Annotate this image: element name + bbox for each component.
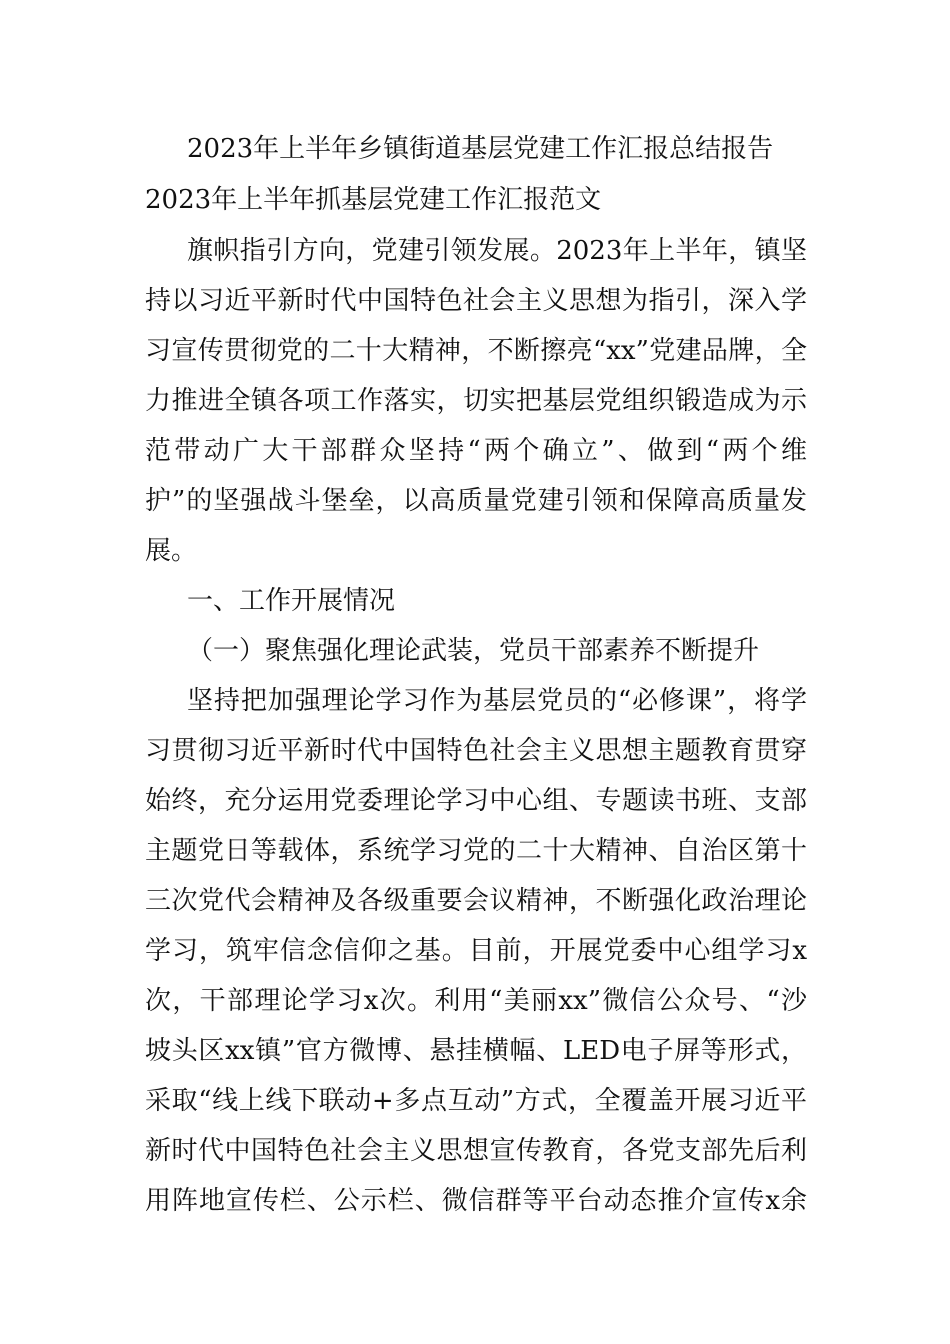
paragraph-line: 主题党日等载体，系统学习党的二十大精神、自治区第十	[145, 836, 807, 866]
document-title: 2023年上半年乡镇街道基层党建工作汇报总结报告	[187, 134, 774, 164]
paragraph-line: 持以习近平新时代中国特色社会主义思想为指引，深入学	[145, 286, 807, 316]
paragraph-line: 用阵地宣传栏、公示栏、微信群等平台动态推介宣传x余	[145, 1186, 807, 1216]
document-body	[145, 124, 807, 1226]
paragraph-line: 坚持把加强理论学习作为基层党员的“必修课”，将学	[187, 686, 807, 716]
paragraph-line: 新时代中国特色社会主义思想宣传教育，各党支部先后利	[145, 1136, 807, 1166]
paragraph-line: 展。	[145, 536, 198, 566]
paragraph-line: 护”的坚强战斗堡垒，以高质量党建引领和保障高质量发	[145, 486, 807, 516]
paragraph-line: 始终，充分运用党委理论学习中心组、专题读书班、支部	[145, 786, 807, 816]
subsection-heading: （一）聚焦强化理论武装，党员干部素养不断提升	[187, 636, 760, 666]
paragraph-line: 次，干部理论学习x次。利用“美丽xx”微信公众号、“沙	[145, 986, 807, 1016]
paragraph-line: 采取“线上线下联动+多点互动”方式，全覆盖开展习近平	[145, 1086, 807, 1116]
paragraph-line: 习宣传贯彻党的二十大精神，不断擦亮“xx”党建品牌，全	[145, 336, 807, 366]
paragraph-line: 旗帜指引方向，党建引领发展。2023年上半年，镇坚	[187, 236, 807, 266]
paragraph-line: 力推进全镇各项工作落实，切实把基层党组织锻造成为示	[145, 386, 807, 416]
paragraph-line: 范带动广大干部群众坚持“两个确立”、做到“两个维	[145, 436, 807, 466]
body-paragraph	[145, 676, 807, 1226]
section-heading: 一、工作开展情况	[187, 586, 396, 616]
intro-paragraph	[145, 226, 807, 576]
paragraph-line: 学习，筑牢信念信仰之基。目前，开展党委中心组学习x	[145, 936, 807, 966]
paragraph-line: 坡头区xx镇”官方微博、悬挂横幅、LED电子屏等形式，	[145, 1036, 807, 1066]
paragraph-line: 习贯彻习近平新时代中国特色社会主义思想主题教育贯穿	[145, 736, 807, 766]
document-subtitle: 2023年上半年抓基层党建工作汇报范文	[145, 185, 602, 215]
paragraph-line: 三次党代会精神及各级重要会议精神，不断强化政治理论	[145, 886, 807, 916]
